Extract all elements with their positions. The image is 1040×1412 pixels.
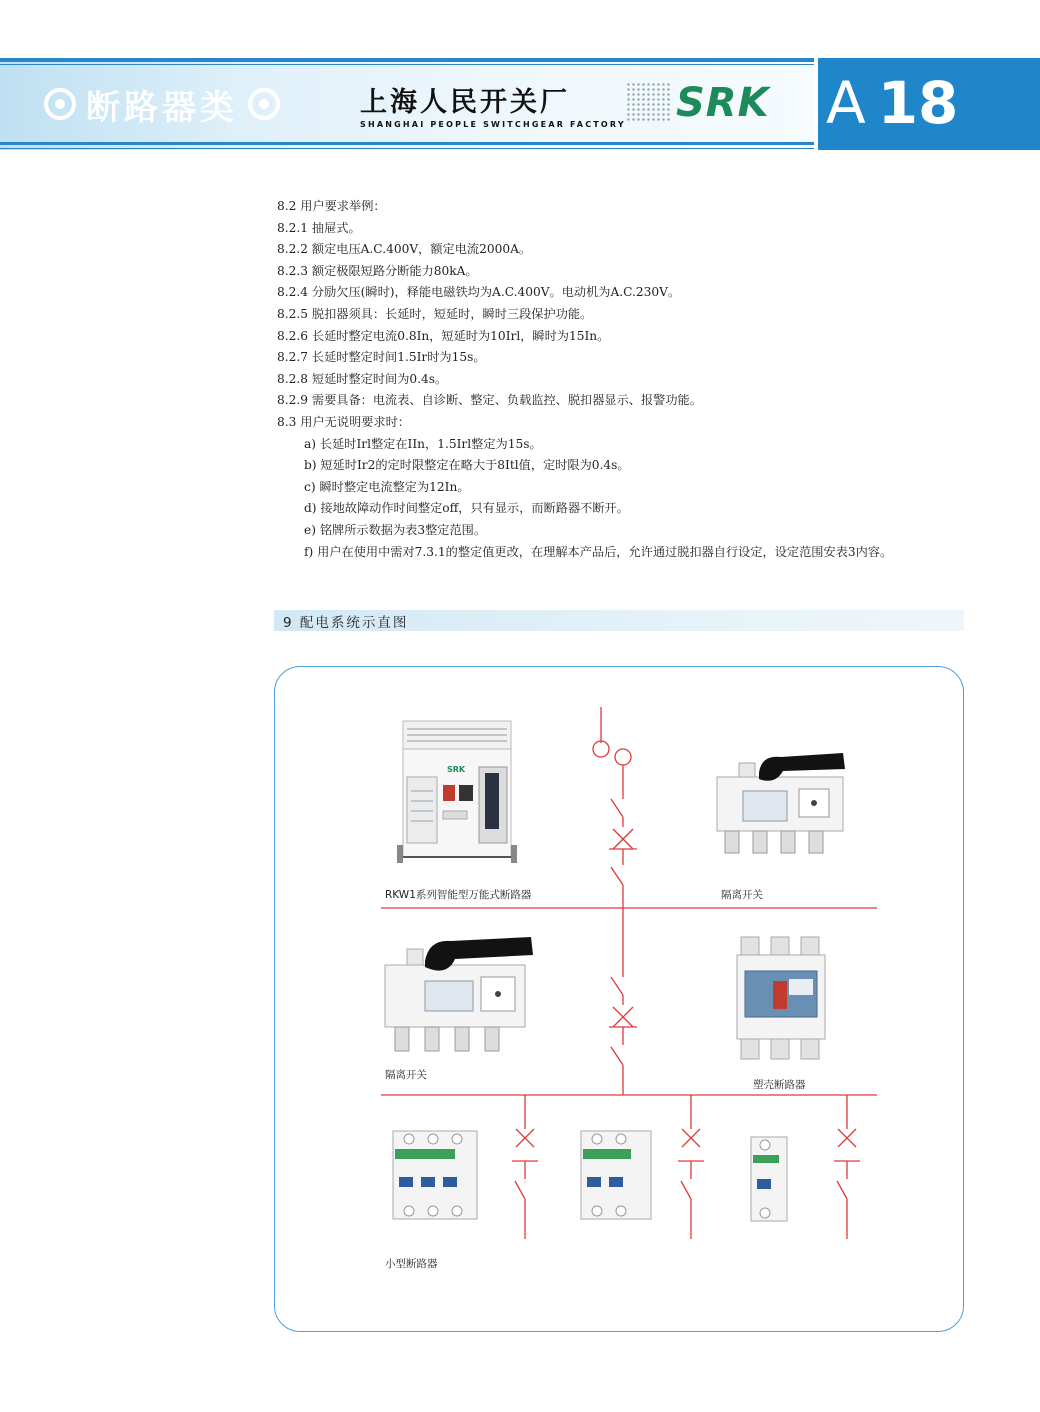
text-line: d) 接地故障动作时间整定off，只有显示，而断路器不断开。 [304,501,629,516]
switch-blade [837,1181,847,1199]
caption-mcb: 小型断路器 [385,1258,438,1270]
category-text: 断路器类 [86,87,238,128]
moulded-case-breaker-image [735,935,827,1061]
company-name-cn: 上海人民开关厂 [360,87,570,118]
text-line: 8.2.9 需要具备：电流表、自诊断、整定、负载监控、脱扣器显示、报警功能。 [277,393,702,408]
switch-blade [611,1047,623,1065]
text-line: 8.2.6 长延时整定电流0.8In，短延时为10Irl，瞬时为15In。 [277,328,610,343]
text-line: 8.3 用户无说明要求时： [277,414,410,429]
category-label [44,82,280,126]
caption-mccb: 塑壳断路器 [753,1079,806,1091]
switch-blade [681,1181,691,1199]
circle-dot-icon [44,88,76,120]
transformer-coil [615,749,631,765]
text-line: b) 短延时Ir2的定时限整定在略大于8Itl值，定时限为0.4s。 [304,458,630,473]
text-line: 8.2.4 分励欠压(瞬时)，释能电磁铁均为A.C.400V。电动机为A.C.230V。 [277,285,681,300]
text-line: a) 长延时Irl整定在IIn，1.5Irl整定为15s。 [304,436,542,451]
air-circuit-breaker-image [397,719,517,867]
text-line: f) 用户在使用中需对7.3.1的整定值更改，在理解本产品后，允许通过脱扣器自行设定，设定范围安表3内容。 [304,544,893,559]
page-header [0,58,1040,150]
caption-acb: RKW1系列智能型万能式断路器 [385,889,532,901]
dot-pattern-icon [626,82,670,122]
text-line: 8.2.7 长延时整定时间1.5Ir时为15s。 [277,350,486,365]
text-line: e) 铭牌所示数据为表3整定范围。 [304,522,487,537]
transformer-coil [593,741,609,757]
page-letter: A [826,69,866,137]
text-line: 8.2.5 脱扣器须具：长延时，短延时，瞬时三段保护功能。 [277,306,593,321]
switch-blade [611,799,623,817]
page-digits: 18 [877,69,959,137]
requirements-text [277,196,997,563]
caption-isolator-top: 隔离开关 [721,889,763,901]
isolator-switch-image [711,749,847,857]
text-line: 8.2.3 额定极限短路分断能力80kA。 [277,263,478,278]
section-heading: 9 配电系统示直图 [283,615,409,631]
miniature-breaker-2p-image [575,1125,661,1225]
text-line: 8.2.2 额定电压A.C.400V，额定电流2000A。 [277,242,532,257]
header-rule-bottom [0,142,818,145]
text-line: 8.2.8 短延时整定时间为0.4s。 [277,371,448,386]
switch-blade [611,867,623,885]
text-line: 8.2.1 抽屉式。 [277,220,361,235]
acb-logo: SRK [447,765,466,774]
text-line: c) 瞬时整定电流整定为12In。 [304,479,470,494]
page-number [826,68,958,138]
brand-logo: SRK [676,80,770,126]
caption-isolator-mid: 隔离开关 [385,1069,427,1081]
section-heading-bar [274,610,964,631]
circle-dot-icon [248,88,280,120]
miniature-breaker-1p-image [745,1133,795,1225]
header-rule-bottom-thin [0,148,818,149]
distribution-diagram [274,666,964,1332]
switch-blade [611,977,623,995]
switch-blade [515,1181,525,1199]
wiring-diagram [275,667,965,1333]
company-name [360,80,626,129]
miniature-breaker-3p-image [387,1125,487,1225]
header-rule-top-thin [0,64,818,65]
isolator-switch-image [381,935,533,1055]
text-line: 8.2 用户要求举例： [277,199,386,213]
company-name-en: SHANGHAI PEOPLE SWITCHGEAR FACTORY [360,120,626,129]
